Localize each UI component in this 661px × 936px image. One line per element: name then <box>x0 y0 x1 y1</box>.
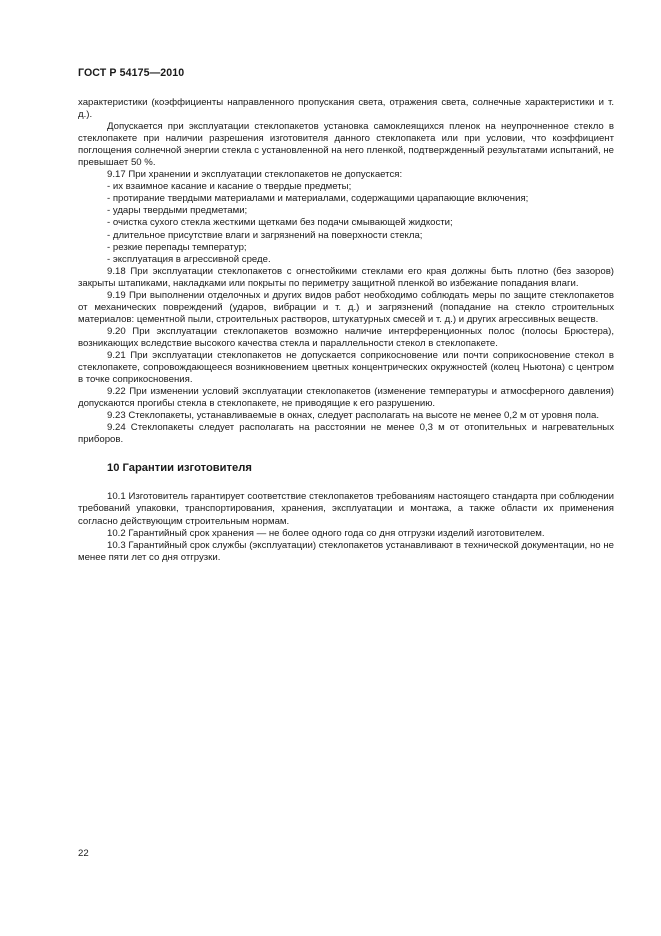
paragraph: характеристики (коэффициенты направленного пропускания света, отражения света, солнечные характеристики и т. д.). <box>78 97 614 121</box>
list-item: - протирание твердыми материалами и материалами, содержащими царапающие включения; <box>107 193 529 205</box>
list-item: - очистка сухого стекла жесткими щетками без подачи смывающей жидкости; <box>107 217 453 229</box>
list-item: - удары твердыми предметами; <box>107 205 248 217</box>
paragraph: 9.24 Стеклопакеты следует располагать на расстоянии не менее 0,3 м от отопительных и нагревательных приборов. <box>78 422 614 446</box>
paragraph: 10.1 Изготовитель гарантирует соответствие стеклопакетов требованиям настоящего стандарта при соблюдении требований упаковки, транспортирования, хранения, эксплуатации и монтажа, а также области их применения согласно действующим строительным нормам. <box>78 491 614 527</box>
paragraph: Допускается при эксплуатации стеклопакетов установка самоклеящихся пленок на неупрочненное стекло в стеклопакете при наличии разрешения изготовителя данного стеклопакета или при условии, что коэффициент поглощения солнечной энергии стекла с установленной на него пленкой, подтвержденный результатами испытаний, не превышает 50 %. <box>78 121 614 169</box>
paragraph: 10.3 Гарантийный срок службы (эксплуатации) стеклопакетов устанавливают в технической документации, но не менее пяти лет со дня отгрузки. <box>78 539 614 563</box>
list-item: - эксплуатация в агрессивной среде. <box>107 253 271 265</box>
paragraph: 9.19 При выполнении отделочных и других видов работ необходимо соблюдать меры по защите стеклопакетов от механических повреждений (ударов, вибрации и т. д.) и загрязнений (попадание на стекло строительных материалов: цементной пыли, строительных растворов, штукатурных смесей и т. д.) и других агрессивных веществ. <box>78 289 614 325</box>
paragraph: 9.18 При эксплуатации стеклопакетов с огнестойкими стеклами его края должны быть плотно (без зазоров) закрыты штапиками, накладками или покрыты по периметру защитной пленкой во избежание попадания влаги. <box>78 265 614 289</box>
document-header: ГОСТ Р 54175—2010 <box>78 67 185 79</box>
paragraph: 10.2 Гарантийный срок хранения — не более одного года со дня отгрузки изделий изготовителем. <box>107 527 545 539</box>
paragraph: 9.23 Стеклопакеты, устанавливаемые в окнах, следует располагать на высоте не менее 0,2 м от уровня пола. <box>107 410 600 422</box>
document-body <box>78 97 614 564</box>
paragraph: 9.17 При хранении и эксплуатации стеклопакетов не допускается: <box>107 169 403 181</box>
paragraph: 9.21 При эксплуатации стеклопакетов не допускается соприкосновение или почти соприкосновение стекол в стеклопакете, сопровождающееся возникновением цветных концентрических окружностей (колец Ньютона) с центром в точке соприкосновения. <box>78 349 614 386</box>
paragraph: 9.22 При изменении условий эксплуатации стеклопакетов (изменение температуры и атмосферного давления) допускаются прогибы стекла в стеклопакете, не приводящие к его разрушению. <box>78 386 614 410</box>
section-heading: 10 Гарантии изготовителя <box>107 462 252 475</box>
list-item: - резкие перепады температур; <box>107 241 247 253</box>
page-number: 22 <box>78 848 89 859</box>
list-item: - длительное присутствие влаги и загрязнений на поверхности стекла; <box>107 229 423 241</box>
list-item: - их взаимное касание и касание о твердые предметы; <box>107 181 352 193</box>
paragraph: 9.20 При эксплуатации стеклопакетов возможно наличие интерференционных полос (полосы Брюстера), возникающих вследствие высокого качества стекла и параллельности стекол в стеклопакете. <box>78 325 614 349</box>
